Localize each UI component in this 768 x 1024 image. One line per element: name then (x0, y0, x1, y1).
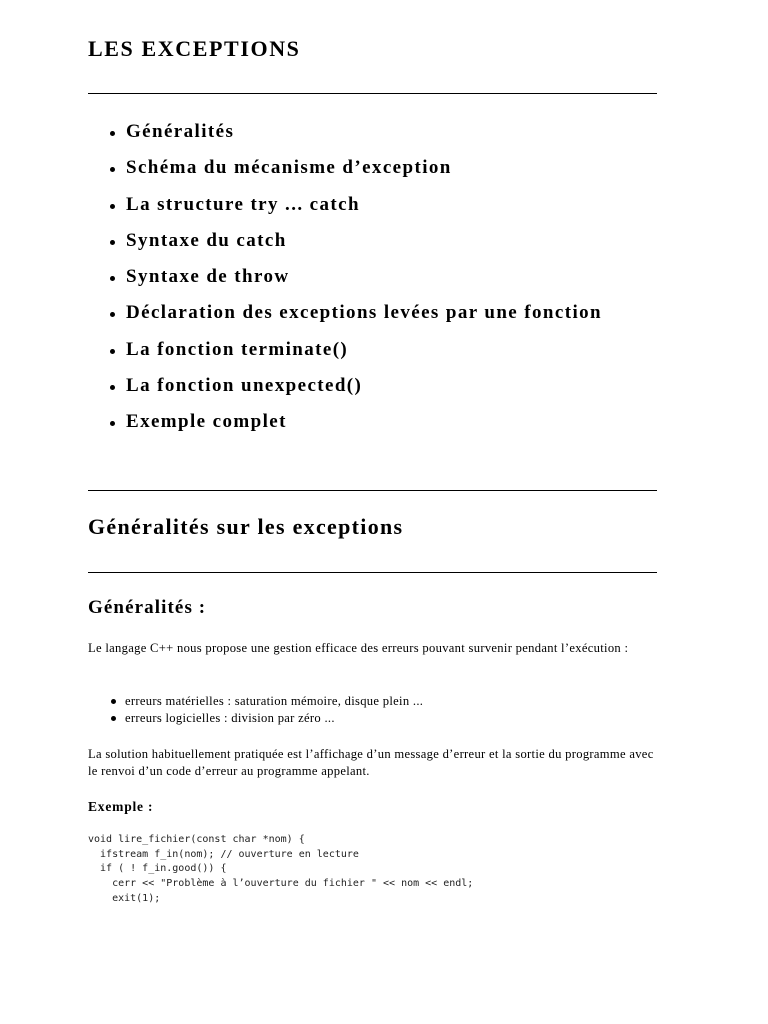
divider (88, 572, 657, 573)
toc-item-terminate[interactable] (88, 336, 657, 363)
error-types-list (88, 693, 423, 727)
toc-item-unexpected[interactable] (88, 372, 657, 399)
toc-item-try-catch[interactable] (88, 191, 657, 218)
example-label: Exemple : (88, 799, 154, 814)
toc-item-exemple[interactable] (88, 408, 657, 435)
bullet-icon (110, 276, 115, 281)
bullet-icon (110, 131, 115, 136)
toc-item-label: La fonction unexpected() (126, 375, 363, 397)
solution-paragraph: La solution habituellement pratiquée est l’affichage d’un message d’erreur et la sortie du programme avec le renvoi d’un code d’erreur au programme appelant. (88, 747, 654, 778)
bullet-icon (110, 204, 115, 209)
toc-item-label: La structure try ... catch (126, 193, 360, 215)
bullet-icon (110, 167, 115, 172)
toc-item-label: Généralités (126, 121, 235, 142)
toc-item-label: Déclaration des exceptions levées par une fonction (126, 302, 602, 324)
divider (88, 490, 657, 491)
toc-item-syntaxe-catch[interactable] (88, 227, 657, 254)
code-line: exit(1); (88, 892, 161, 904)
subsection-heading: Généralités : (88, 597, 207, 618)
document-title: LES EXCEPTIONS (88, 36, 301, 61)
bullet-icon (110, 349, 115, 354)
list-item (88, 710, 423, 727)
toc-item-syntaxe-throw[interactable] (88, 263, 657, 290)
table-of-contents (88, 118, 657, 445)
toc-item-label: Schéma du mécanisme d’exception (126, 157, 452, 179)
intro-paragraph: Le langage C++ nous propose une gestion efficace des erreurs pouvant survenir pendant l’exécution : (88, 641, 629, 655)
toc-item-label: Exemple complet (126, 411, 287, 433)
section-heading: Généralités sur les exceptions (88, 514, 404, 539)
bullet-icon (110, 421, 115, 426)
list-item-text: erreurs matérielles : saturation mémoire, disque plein ... (125, 694, 424, 708)
list-item-text: erreurs logicielles : division par zéro ... (125, 711, 335, 725)
toc-item-label: Syntaxe du catch (126, 229, 287, 251)
code-line: cerr << "Problème à l’ouverture du fichier " << nom << endl; (88, 878, 474, 890)
code-block (88, 833, 473, 907)
code-line: ifstream f_in(nom); // ouverture en lecture (88, 848, 359, 860)
bullet-icon (111, 699, 116, 704)
bullet-icon (111, 716, 116, 721)
toc-item-schema[interactable] (88, 154, 657, 181)
divider (88, 93, 657, 94)
bullet-icon (110, 385, 115, 390)
bullet-icon (110, 312, 115, 317)
toc-item-declaration[interactable] (88, 299, 657, 326)
code-line: void lire_fichier(const char *nom) { (88, 834, 305, 845)
toc-item-label: La fonction terminate() (126, 338, 349, 360)
list-item (88, 693, 423, 710)
toc-item-generalites[interactable] (88, 118, 657, 145)
bullet-icon (110, 240, 115, 245)
code-line: if ( ! f_in.good()) { (88, 863, 227, 875)
toc-item-label: Syntaxe de throw (126, 266, 290, 288)
